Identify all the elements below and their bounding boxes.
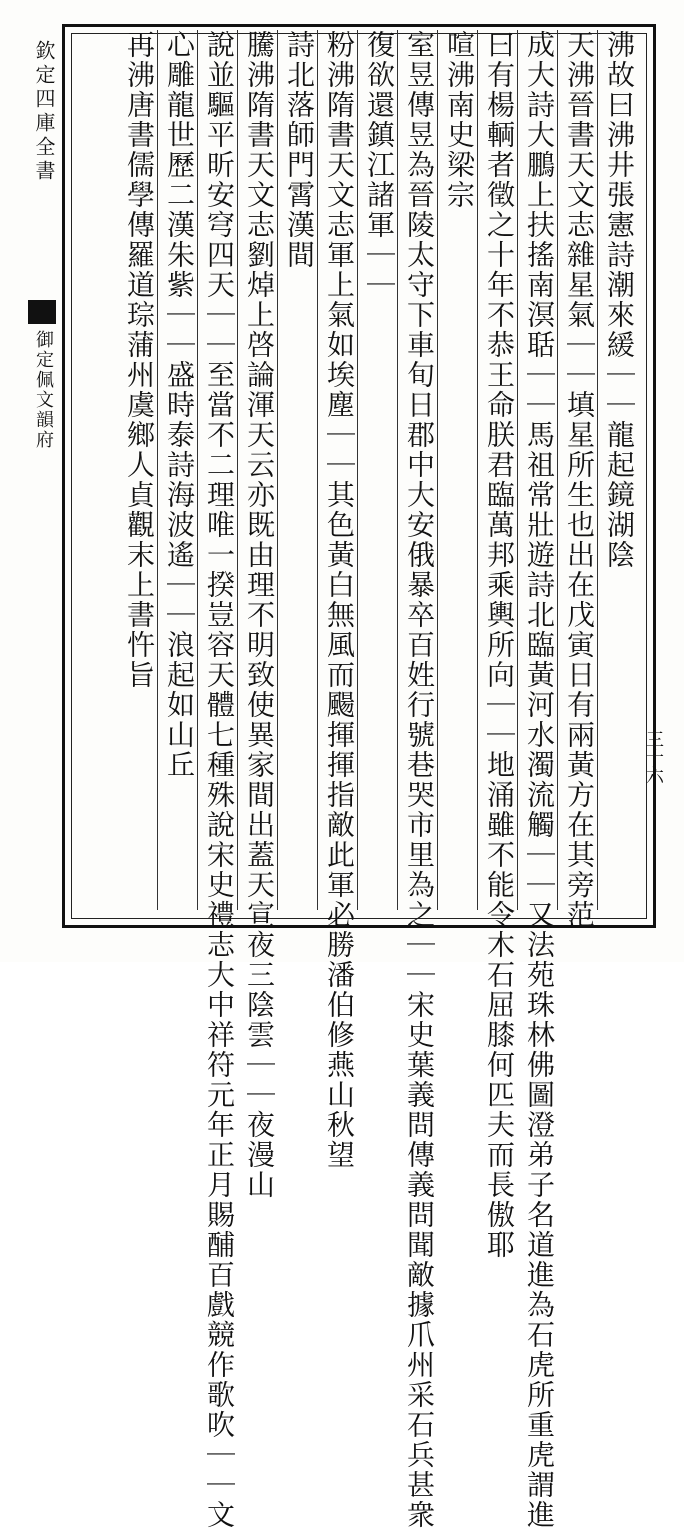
margin-book-title: 御定佩文韻府 xyxy=(33,330,54,450)
text-column-7: 復欲還鎮江諸軍｜｜ xyxy=(363,30,396,300)
text-column-10: 騰沸隋書天文志劉焯上啓論渾天云亦既由理不明致使異家間出蓋天宣夜三陰雲｜｜夜漫山 xyxy=(243,30,276,1200)
column-rule xyxy=(237,30,238,910)
column-rule xyxy=(437,30,438,910)
text-column-1: 沸故曰沸井張憲詩潮來緩｜｜龍起鏡湖陰 xyxy=(603,30,636,570)
text-column-6: 室昱傳昱為晉陵太守下車旬日郡中大安俄暴卒百姓行號巷哭市里為之｜｜宋史葉義問傳義問聞敵據爪州采石兵甚衆 xyxy=(403,30,436,1530)
column-rule xyxy=(157,30,158,910)
margin-title: 欽定四庫全書 xyxy=(32,40,56,184)
text-column-11: 說並驅平昕安穹四天｜｜至當不二理唯一揆豈容天體七種殊說宋史禮志大中祥符元年正月賜酺百戲競作歌吹｜｜文 xyxy=(203,30,236,1530)
column-rule xyxy=(477,30,478,910)
text-column-2: 天沸晉書天文志雜星氣｜｜填星所生也出在戊寅日有兩黃方在其旁范 xyxy=(563,30,596,930)
column-rule xyxy=(317,30,318,910)
text-column-8: 粉沸隋書天文志軍上氣如埃塵｜｜其色黃白無風而颺揮揮指敵此軍必勝潘伯修燕山秋望 xyxy=(323,30,356,1170)
column-rule xyxy=(517,30,518,910)
column-rule xyxy=(597,30,598,910)
text-column-3: 成大詩大鵬上扶搖南溟聒｜｜馬祖常壯遊詩北臨黃河水濁流觸｜｜又法苑珠林佛圖澄弟子名道進為石虎所重虎謂進 xyxy=(523,30,556,1530)
column-rule xyxy=(397,30,398,910)
column-rule xyxy=(197,30,198,910)
text-column-12: 心雕龍世歷二漢朱紫｜｜盛時泰詩海波遙｜｜浪起如山丘 xyxy=(163,30,196,780)
text-column-4: 曰有楊輌者徵之十年不恭王命朕君臨萬邦乘輿所向｜｜地涌雖不能令木石屈膝何匹夫而長傲耶 xyxy=(483,30,516,1260)
text-column-13: 再沸唐書儒學傳羅道琮蒲州虞鄉人貞觀末上書忤旨 xyxy=(123,30,156,690)
column-rule xyxy=(557,30,558,910)
column-rule xyxy=(277,30,278,910)
text-column-5: 喧沸南史梁宗 xyxy=(443,30,476,210)
text-column-9: 詩北落師門霄漢間 xyxy=(283,30,316,270)
page-number: 三十六 xyxy=(643,730,664,784)
column-rule xyxy=(357,30,358,910)
margin-black-tab xyxy=(28,300,56,324)
